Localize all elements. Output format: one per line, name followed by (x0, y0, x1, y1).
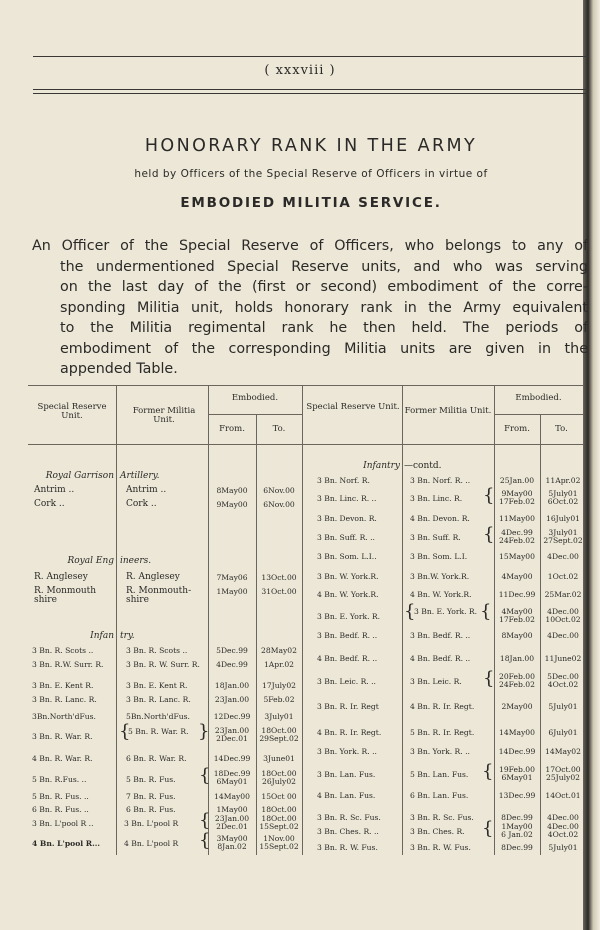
section-heading-right: Artillery. (120, 471, 160, 481)
former-militia-unit: Antrim .. (126, 485, 167, 495)
former-militia-unit: 3 Bn. R. W. Surr. R. (126, 660, 200, 669)
special-reserve-unit: 3 Bn. Som. L.I.. (317, 552, 377, 561)
header-embodied: Embodied. (515, 393, 562, 403)
section-heading-right: try. (120, 631, 135, 641)
col-divider (256, 414, 257, 855)
left-brace: { (483, 485, 495, 506)
embodied-to: 4Dec.00 (547, 822, 579, 831)
left-brace: { (483, 668, 495, 689)
paragraph-line: appended Table. (60, 361, 178, 377)
former-militia-unit: 3 Bn. R. W. Fus. (410, 843, 471, 852)
former-militia-unit: 3 Bn. York. R. .. (410, 747, 470, 756)
former-militia-unit: 3 Bn. L'pool R (124, 819, 179, 828)
former-militia-unit: R. Anglesey (126, 572, 180, 582)
embodied-to: 6July01 (548, 728, 578, 737)
special-reserve-unit: 3 Bn. E. Kent R. (32, 681, 94, 690)
special-reserve-unit: 3 Bn. York. R. .. (317, 747, 377, 756)
embodied-to: 18Oct.00 (261, 769, 297, 778)
paragraph-line: embodiment of the corresponding Militia units are given in the (60, 340, 588, 357)
former-militia-unit: 4 Bn. L'pool R (124, 839, 179, 848)
special-reserve-unit: R. Monmouth shire (34, 586, 97, 605)
intro-paragraph (32, 236, 588, 380)
page-subtitle: held by Officers of the Special Reserve of Officers in virtue of (134, 168, 488, 180)
former-militia-unit: 5 Bn. R. Ir. Regt. (410, 728, 475, 737)
embodied-from: 17Feb.02 (499, 615, 535, 624)
special-reserve-unit: 3 Bn. R. Scots .. (32, 646, 94, 655)
section-heading-left: Infantry (363, 461, 400, 471)
embodied-to: 10Oct.02 (545, 615, 581, 624)
embodied-to: 6Nov.00 (263, 486, 295, 495)
embodied-to: 26July02 (262, 777, 296, 786)
embodied-to: 1Nov.00 (263, 834, 295, 843)
special-reserve-unit: 3 Bn. R. Ir. Regt (317, 702, 379, 711)
embodied-to: 25Mar.02 (544, 590, 582, 599)
embodied-from: 1May00 (501, 822, 533, 831)
embodied-to: 4Dec.00 (547, 607, 579, 616)
embodied-to: 5July01 (548, 843, 578, 852)
embodied-from: 11Dec.99 (498, 590, 536, 599)
embodied-to: 15Oct 00 (261, 792, 297, 801)
embodied-from: 12Dec.99 (213, 712, 251, 721)
embodied-from: 4Dec.99 (216, 660, 248, 669)
header-from: From. (504, 424, 530, 434)
embodied-from: 2Dec.01 (216, 822, 248, 831)
embodied-from: 9May00 (501, 489, 533, 498)
embodied-from: 23Jan.00 (214, 814, 250, 823)
special-reserve-unit: 5 Bn. R. Fus. .. (32, 792, 89, 801)
special-reserve-unit: 3 Bn. Suff. R. .. (317, 533, 375, 542)
embodied-to: 1Apr.02 (263, 660, 295, 669)
embodied-from: 2Dec.01 (216, 734, 248, 743)
section-heading-left: Royal Eng (67, 556, 114, 566)
former-militia-unit: 3 Bn. Bedf. R. .. (410, 631, 471, 640)
embodied-to: 18Oct.00 (261, 805, 297, 814)
embodiment-table (0, 385, 600, 855)
embodied-from: 7May06 (216, 573, 248, 582)
header-special-reserve: Special Reserve Unit. (37, 402, 107, 421)
embodied-from: 9May00 (216, 500, 248, 509)
special-reserve-unit: 3 Bn. L'pool R .. (32, 819, 94, 828)
paragraph-line: to the Militia regimental rank he then held. The periods of (60, 320, 588, 336)
embodied-from: 14May00 (499, 728, 535, 737)
section-heading-right: —contd. (404, 461, 442, 471)
page-number: ( xxxviii ) (264, 63, 336, 78)
section-heading-left: Royal Garrison (45, 471, 114, 481)
embodied-to: 5July01 (548, 702, 578, 711)
header-from: From. (219, 424, 245, 434)
embodied-from: 4May00 (501, 572, 533, 581)
embodied-from: 23Jan.00 (214, 726, 250, 735)
embodied-from: 8Jan.02 (217, 842, 247, 851)
special-reserve-unit: 3 Bn. Linc. R. .. (317, 494, 377, 503)
embodied-from: 24Feb.02 (499, 680, 535, 689)
table-top-rule (28, 385, 583, 386)
paragraph-line: sponding Militia unit, holds honorary rank in the Army equivalent (60, 299, 588, 316)
embodied-from: 24Feb.02 (499, 536, 535, 545)
special-reserve-unit: R. Anglesey (34, 572, 88, 582)
embodied-to: 4Oct.02 (547, 830, 579, 839)
embodied-from: 23Jan.00 (214, 695, 250, 704)
paragraph-line: the undermentioned Special Reserve units, and who was serving (60, 258, 588, 275)
embodied-to: 3June01 (263, 754, 295, 763)
embodied-to: 5Feb.02 (263, 695, 295, 704)
header-former-militia: Former Militia Unit. (404, 406, 492, 416)
page-subtitle-2: EMBODIED MILITIA SERVICE. (180, 195, 442, 211)
embodied-from: 14Dec.99 (213, 754, 251, 763)
col-divider (116, 385, 117, 855)
embodied-to: 13Oct.00 (261, 573, 297, 582)
former-militia-unit: 3 Bn.W. York.R. (410, 572, 470, 581)
former-militia-unit: 3 Bn. E. York. R. (414, 607, 478, 616)
former-militia-unit: 3 Bn. E. Kent R. (126, 681, 188, 690)
header-embodied: Embodied. (231, 393, 279, 403)
former-militia-unit: 4 Bn. R. Ir. Regt. (410, 702, 475, 711)
former-militia-unit: 3 Bn. Leic. R. (410, 677, 462, 686)
special-reserve-unit: 3 Bn. R. W. Fus. (317, 843, 378, 852)
special-reserve-unit: Antrim .. (34, 485, 75, 495)
embodied-to: 4Dec.00 (547, 813, 579, 822)
embodied-to: 6Nov.00 (263, 500, 295, 509)
embodied-from: 1May00 (216, 587, 248, 596)
former-militia-unit: 3 Bn. R. Sc. Fus. (410, 813, 474, 822)
embodied-to: 28May02 (261, 646, 297, 655)
former-militia-unit: 6 Bn. R. War. R. (126, 754, 187, 763)
left-brace: { (482, 818, 494, 839)
embodied-from: 4May00 (501, 607, 533, 616)
embodied-to: 31Oct.00 (261, 587, 297, 596)
special-reserve-unit: 3 Bn. R. War. R. (32, 732, 93, 741)
embodied-from: 2May00 (501, 702, 533, 711)
embodied-to: 17Oct.00 (545, 765, 581, 774)
embodied-from: 18Dec.99 (213, 769, 251, 778)
special-reserve-unit: 4 Bn. Bedf. R. .. (317, 654, 378, 663)
former-militia-unit: 7 Bn. R. Fus. (126, 792, 176, 801)
embodied-to: 25July02 (546, 773, 580, 782)
former-militia-unit: 3 Bn. Som. L.I. (410, 552, 468, 561)
former-militia-unit: 3 Bn. R. Scots .. (126, 646, 188, 655)
former-militia-unit: 3 Bn. Linc. R. (410, 494, 463, 503)
embodied-from: 8Dec.99 (501, 843, 533, 852)
former-militia-unit: 4 Bn. Bedf. R. .. (410, 654, 471, 663)
former-militia-unit: 3 Bn. Suff. R. (410, 533, 461, 542)
embodied-to: 14Oct.01 (545, 791, 581, 800)
special-reserve-unit: 3 Bn. Leic. R. .. (317, 677, 376, 686)
special-reserve-unit: 3 Bn. W. York.R. (317, 572, 379, 581)
embodied-from: 6May01 (216, 777, 248, 786)
embodied-from: 14Dec.99 (498, 747, 536, 756)
embodied-from: 17Feb.02 (499, 497, 535, 506)
col-divider (302, 385, 303, 855)
left-brace: { (119, 721, 131, 742)
embodied-to: 3July01 (548, 528, 578, 537)
header-former-militia: Former Militia Unit. (132, 406, 196, 425)
special-reserve-unit: 3 Bn. R. Sc. Fus. (317, 813, 381, 822)
embodied-from: 18Jan.00 (499, 654, 535, 663)
embodied-from: 8Dec.99 (501, 813, 533, 822)
special-reserve-unit: 3 Bn. Devon. R. (317, 514, 377, 523)
former-militia-unit: 5Bn.North'dFus. (126, 712, 190, 721)
embodied-from: 6 Jan.02 (501, 830, 533, 839)
special-reserve-unit: 5 Bn. R.Fus. .. (32, 775, 87, 784)
embodied-to: 16July01 (546, 514, 580, 523)
embodied-subrule-right (494, 414, 583, 415)
embodied-from: 20Feb.00 (499, 672, 535, 681)
embodied-to: 18Oct.00 (261, 726, 297, 735)
embodied-to: 5Dec.00 (547, 672, 579, 681)
page-title: HONORARY RANK IN THE ARMY (144, 136, 478, 156)
embodied-to: 3July01 (264, 712, 294, 721)
embodied-from: 25Jan.00 (499, 476, 535, 485)
former-militia-unit: 6 Bn. Lan. Fus. (410, 791, 469, 800)
header-to: To. (272, 424, 286, 434)
former-militia-unit: Cork .. (126, 499, 157, 509)
special-reserve-unit: 3 Bn. Ches. R. .. (317, 827, 379, 836)
embodied-from: 14May00 (214, 792, 250, 801)
special-reserve-unit: Cork .. (34, 499, 65, 509)
former-militia-unit: 4 Bn. Devon. R. (410, 514, 470, 523)
former-militia-unit: R. Monmouth- shire (126, 586, 192, 605)
special-reserve-unit: 4 Bn. R. War. R. (32, 754, 93, 763)
special-reserve-unit: 3Bn.North'dFus. (32, 712, 96, 721)
special-reserve-unit: 3 Bn. Lan. Fus. (317, 770, 376, 779)
embodied-subrule-left (208, 414, 302, 415)
left-brace: { (404, 601, 416, 622)
special-reserve-unit: 4 Bn. L'pool R... (32, 839, 101, 848)
embodied-from: 15May00 (499, 552, 535, 561)
embodied-to: 17July02 (262, 681, 296, 690)
embodied-from: 4Dec.99 (501, 528, 533, 537)
embodied-to: 27Sept.02 (543, 536, 583, 545)
former-militia-unit: 5 Bn. Lan. Fus. (410, 770, 469, 779)
embodied-to: 1Oct.02 (547, 572, 579, 581)
special-reserve-unit: 3 Bn. R.W. Surr. R. (32, 660, 104, 669)
special-reserve-unit: 3 Bn. E. York. R. (317, 612, 381, 621)
embodied-from: 6May01 (501, 773, 533, 782)
embodied-to: 6Oct.02 (547, 497, 579, 506)
former-militia-unit: 6 Bn. R. Fus. (126, 805, 176, 814)
embodied-from: 1May00 (216, 805, 248, 814)
former-militia-unit: 4 Bn. W. York.R. (410, 590, 472, 599)
embodied-from: 11May00 (499, 514, 535, 523)
embodied-to: 4Dec.00 (547, 552, 579, 561)
former-militia-unit: 3 Bn. Ches. R. (410, 827, 465, 836)
embodied-from: 13Dec.99 (498, 791, 536, 800)
right-brace: } (198, 721, 210, 742)
header-rule-2 (33, 93, 588, 94)
former-militia-unit: 5 Bn. R. Fus. (126, 775, 176, 784)
embodied-from: 3May00 (216, 834, 248, 843)
former-militia-unit: 3 Bn. Norf. R. .. (410, 476, 471, 485)
special-reserve-unit: 4 Bn. Lan. Fus. (317, 791, 376, 800)
left-brace: { (199, 765, 211, 786)
embodied-to: 4Oct.02 (547, 680, 579, 689)
section-heading-right: ineers. (120, 556, 152, 566)
embodied-to: 5July01 (548, 489, 578, 498)
embodied-from: 18Jan.00 (214, 681, 250, 690)
special-reserve-unit: 6 Bn. R. Fus. .. (32, 805, 89, 814)
embodied-from: 19Feb.00 (499, 765, 535, 774)
left-brace: { (483, 524, 495, 545)
special-reserve-unit: 3 Bn. Norf. R. (317, 476, 370, 485)
embodied-from: 8May00 (216, 486, 248, 495)
right-brace: { (480, 601, 492, 622)
former-militia-unit: 5 Bn. R. War. R. (128, 727, 189, 736)
embodied-to: 29Sept.02 (259, 734, 299, 743)
embodied-to: 18Oct.00 (261, 814, 297, 823)
embodied-to: 11Apr.02 (545, 476, 581, 485)
header-special-reserve: Special Reserve Unit. (306, 402, 400, 412)
col-divider (402, 385, 403, 855)
section-heading-left: Infan (90, 631, 114, 641)
embodied-to: 4Dec.00 (547, 631, 579, 640)
former-militia-unit: 3 Bn. R. Lanc. R. (126, 695, 191, 704)
left-brace: { (482, 761, 494, 782)
header-rule-1 (33, 89, 588, 90)
left-brace: { (199, 830, 211, 851)
embodied-to: 15Sept.02 (259, 842, 299, 851)
embodied-from: 5Dec.99 (216, 646, 248, 655)
special-reserve-unit: 4 Bn. R. Ir. Regt. (317, 728, 382, 737)
table-header-rule (28, 444, 583, 445)
embodied-from: 8May00 (501, 631, 533, 640)
left-brace: { (199, 810, 211, 831)
paragraph-line: on the last day of the (first or second) embodiment of the corre- (60, 279, 588, 295)
embodied-to: 11June02 (544, 654, 582, 663)
special-reserve-unit: 3 Bn. Bedf. R. .. (317, 631, 378, 640)
embodied-to: 14May02 (545, 747, 581, 756)
header-to: To. (555, 424, 568, 434)
special-reserve-unit: 4 Bn. W. York.R. (317, 590, 379, 599)
paragraph-line: An Officer of the Special Reserve of Officers, who belongs to any of (32, 238, 588, 254)
embodied-to: 15Sept.02 (259, 822, 299, 831)
special-reserve-unit: 3 Bn. R. Lanc. R. (32, 695, 97, 704)
top-rule (33, 56, 588, 57)
